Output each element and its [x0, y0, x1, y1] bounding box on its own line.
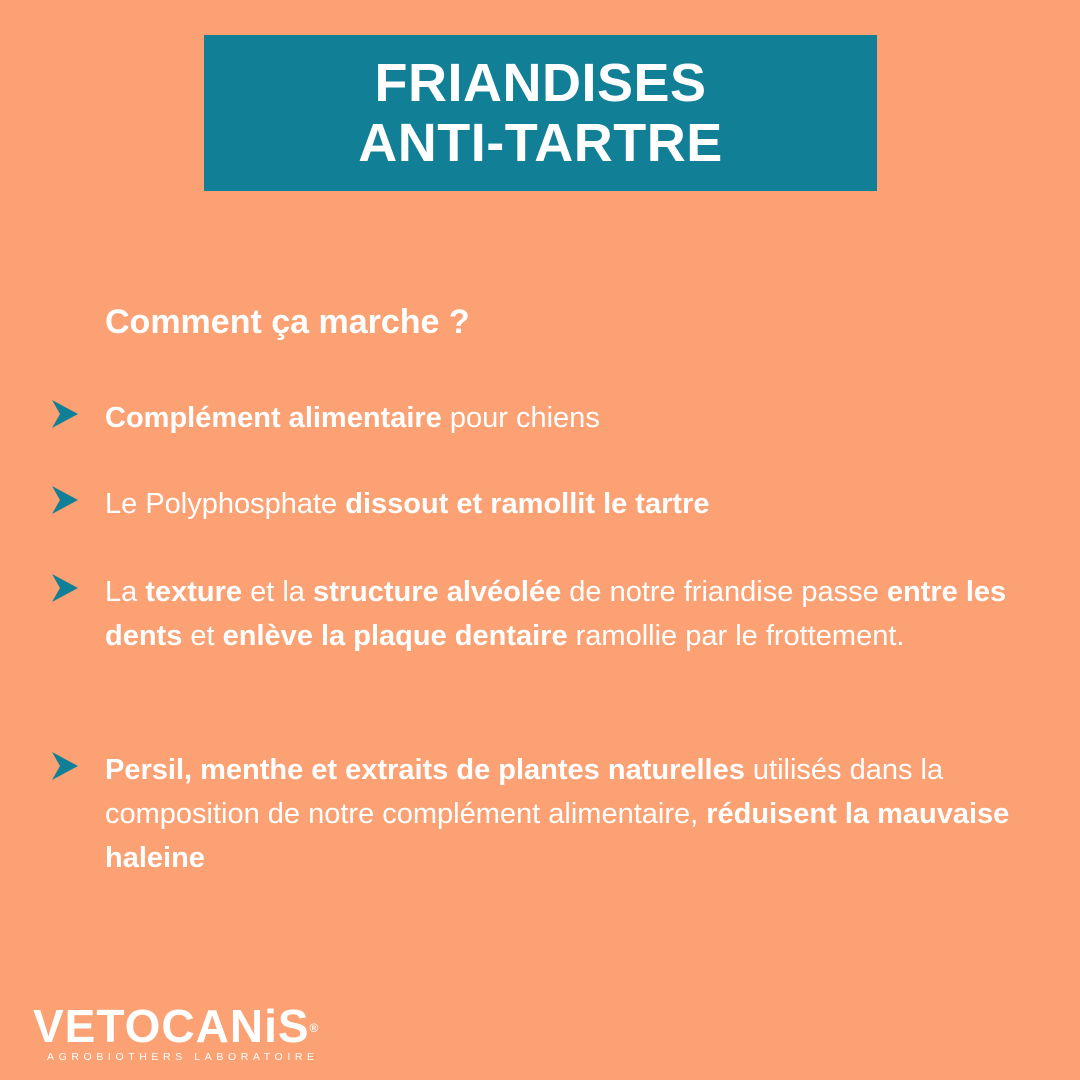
body-text: et la — [242, 576, 313, 608]
section-heading: Comment ça marche ? — [105, 303, 470, 341]
body-text: et — [182, 620, 223, 652]
emphasis-text: structure alvéolée — [312, 576, 562, 608]
body-text: pour chiens — [441, 402, 600, 434]
list-item-text — [105, 482, 1035, 526]
brand-logo — [33, 1000, 320, 1064]
arrow-right-icon — [50, 484, 80, 516]
logo-name: VETOCANiS — [33, 1000, 310, 1052]
body-text: La — [105, 576, 146, 608]
emphasis-text: Complément alimentaire — [105, 402, 442, 434]
emphasis-text: entre les dents — [105, 576, 1007, 652]
emphasis-text: enlève la plaque dentaire — [222, 620, 568, 652]
emphasis-text: réduisent la mauvaise haleine — [105, 798, 1010, 874]
list-item-text — [105, 570, 1035, 658]
logo-tagline: AGROBIOTHERS LABORATOIRE — [47, 1051, 319, 1063]
arrow-right-icon — [50, 572, 80, 604]
list-item-text — [105, 748, 1035, 880]
title-line-2: ANTI-TARTRE — [358, 113, 723, 173]
body-text: Le Polyphosphate — [105, 488, 346, 520]
title-banner — [204, 35, 877, 191]
emphasis-text: texture — [145, 576, 243, 608]
emphasis-text: Persil, menthe et extraits de plantes naturelles — [105, 754, 745, 786]
list-item-text — [105, 396, 1035, 440]
emphasis-text: dissout et ramollit le tartre — [345, 488, 710, 520]
logo-wordmark — [33, 1000, 320, 1052]
body-text: ramollie par le frottement. — [567, 620, 905, 652]
body-text: de notre friandise passe — [561, 576, 887, 608]
registered-mark: ® — [309, 1021, 320, 1035]
body-text: utilisés dans la composition de notre complément alimentaire, — [105, 754, 944, 830]
arrow-right-icon — [50, 398, 80, 430]
title-line-1: FRIANDISES — [374, 53, 707, 113]
arrow-right-icon — [50, 750, 80, 782]
